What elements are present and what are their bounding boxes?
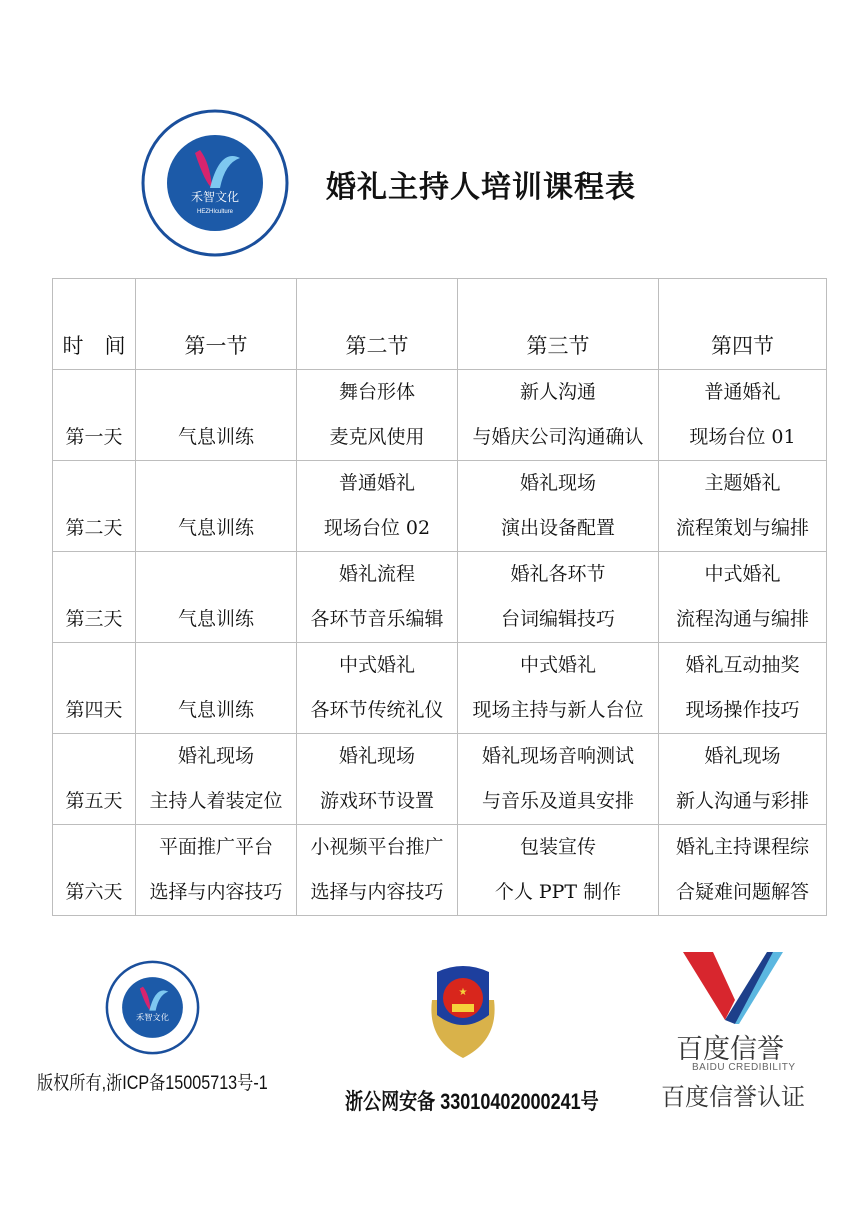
day-cell [53, 825, 136, 916]
session-line: 选择与内容技巧 [149, 881, 283, 903]
session-line: 麦克风使用 [329, 426, 425, 448]
session-line: 中式婚礼 [338, 654, 415, 676]
table-row [53, 461, 827, 552]
session-cell [659, 734, 827, 825]
session-cell [136, 461, 297, 552]
session-line [136, 643, 296, 688]
session-line: 平面推广平台 [158, 836, 273, 858]
icp-record: 版权所有,浙ICP备15005713号-1 [37, 1073, 268, 1094]
day-cell [53, 461, 136, 552]
session-line: 现场台位 02 [323, 517, 431, 539]
session-cell [136, 643, 297, 734]
session-cell [659, 552, 827, 643]
session-line: 婚礼各环节 [510, 563, 606, 585]
table-row [53, 825, 827, 916]
day-cell [53, 552, 136, 643]
session-line: 婚礼主持课程综 [675, 836, 809, 858]
session-cell [297, 370, 458, 461]
session-cell [136, 552, 297, 643]
header-cell: 第三节 [458, 279, 659, 370]
session-cell [659, 370, 827, 461]
session-cell [458, 643, 659, 734]
session-line: 舞台形体 [338, 381, 415, 403]
session-line: 小视频平台推广 [310, 836, 444, 858]
session-line: 婚礼现场 [177, 745, 254, 767]
session-line [136, 461, 296, 506]
session-line: 婚礼现场音响测试 [481, 745, 634, 767]
session-cell [659, 643, 827, 734]
svg-text:禾智文化: 禾智文化 [190, 190, 240, 204]
police-emblem-icon [422, 960, 504, 1060]
session-line: 各环节传统礼仪 [310, 699, 444, 721]
session-line: 主持人着装定位 [149, 790, 283, 812]
day-label: 第一天 [65, 426, 123, 448]
session-line: 婚礼流程 [338, 563, 415, 585]
baidu-cert: 百度信誉认证 [661, 1083, 805, 1111]
header-cell: 时 间 [53, 279, 136, 370]
session-cell [458, 825, 659, 916]
session-cell [659, 825, 827, 916]
session-cell [458, 734, 659, 825]
table-row [53, 734, 827, 825]
session-line: 婚礼互动抽奖 [685, 654, 800, 676]
day-cell [53, 370, 136, 461]
header-cell: 第一节 [136, 279, 297, 370]
session-line: 各环节音乐编辑 [310, 608, 444, 630]
course-schedule-table [52, 278, 827, 916]
session-line: 包装宣传 [519, 836, 596, 858]
session-line: 普通婚礼 [704, 381, 781, 403]
header-cell: 第四节 [659, 279, 827, 370]
day-label: 第六天 [65, 881, 123, 903]
session-line: 合疑难问题解答 [675, 881, 809, 903]
page-title: 婚礼主持人培训课程表 [326, 170, 636, 205]
session-cell [458, 552, 659, 643]
table-header-row [53, 279, 827, 370]
session-line: 主题婚礼 [704, 472, 781, 494]
session-line: 新人沟通与彩排 [675, 790, 809, 812]
svg-text:禾智文化: 禾智文化 [136, 1012, 169, 1023]
session-line: 气息训练 [177, 426, 254, 448]
day-label: 第三天 [65, 608, 123, 630]
session-line [136, 552, 296, 597]
day-label: 第四天 [65, 699, 123, 721]
day-label: 第五天 [65, 790, 123, 812]
session-cell [136, 370, 297, 461]
header-cell: 第二节 [297, 279, 458, 370]
session-line: 游戏环节设置 [319, 790, 434, 812]
session-line: 气息训练 [177, 699, 254, 721]
baidu-name: 百度信誉 [676, 1034, 784, 1065]
session-line: 台词编辑技巧 [500, 608, 615, 630]
session-line: 中式婚礼 [519, 654, 596, 676]
day-cell [53, 643, 136, 734]
day-cell [53, 734, 136, 825]
session-cell [136, 734, 297, 825]
police-record: 浙公网安备 33010402000241号 [345, 1089, 599, 1114]
session-cell [458, 461, 659, 552]
session-line: 与音乐及道具安排 [481, 790, 634, 812]
session-cell [297, 643, 458, 734]
baidu-credibility-icon [655, 948, 805, 1028]
session-cell [297, 734, 458, 825]
session-line: 演出设备配置 [500, 517, 615, 539]
table-row [53, 370, 827, 461]
session-cell [297, 825, 458, 916]
session-line: 现场操作技巧 [685, 699, 800, 721]
session-line: 婚礼现场 [338, 745, 415, 767]
session-line: 现场台位 01 [689, 426, 796, 448]
hezhi-logo-icon [105, 960, 200, 1055]
hezhi-logo-icon [140, 108, 290, 258]
table-row [53, 643, 827, 734]
session-line: 婚礼现场 [704, 745, 781, 767]
session-line: 中式婚礼 [704, 563, 781, 585]
session-line: 气息训练 [177, 608, 254, 630]
session-line: 选择与内容技巧 [310, 881, 444, 903]
session-line: 现场主持与新人台位 [472, 699, 644, 721]
session-line: 流程策划与编排 [675, 517, 809, 539]
baidu-english: BAIDU CREDIBILITY [692, 1062, 796, 1073]
session-line: 婚礼现场 [519, 472, 596, 494]
session-line [136, 370, 296, 415]
session-line: 新人沟通 [519, 381, 596, 403]
svg-text:★: ★ [458, 987, 468, 998]
session-line: 与婚庆公司沟通确认 [472, 426, 644, 448]
session-line: 普通婚礼 [338, 472, 415, 494]
svg-text:HEZHIculture: HEZHIculture [196, 209, 234, 215]
session-line: 个人 PPT 制作 [494, 881, 622, 903]
session-line: 气息训练 [177, 517, 254, 539]
session-cell [659, 461, 827, 552]
table-row [53, 552, 827, 643]
day-label: 第二天 [65, 517, 123, 539]
session-line: 流程沟通与编排 [675, 608, 809, 630]
session-cell [458, 370, 659, 461]
session-cell [136, 825, 297, 916]
session-cell [297, 461, 458, 552]
session-cell [297, 552, 458, 643]
